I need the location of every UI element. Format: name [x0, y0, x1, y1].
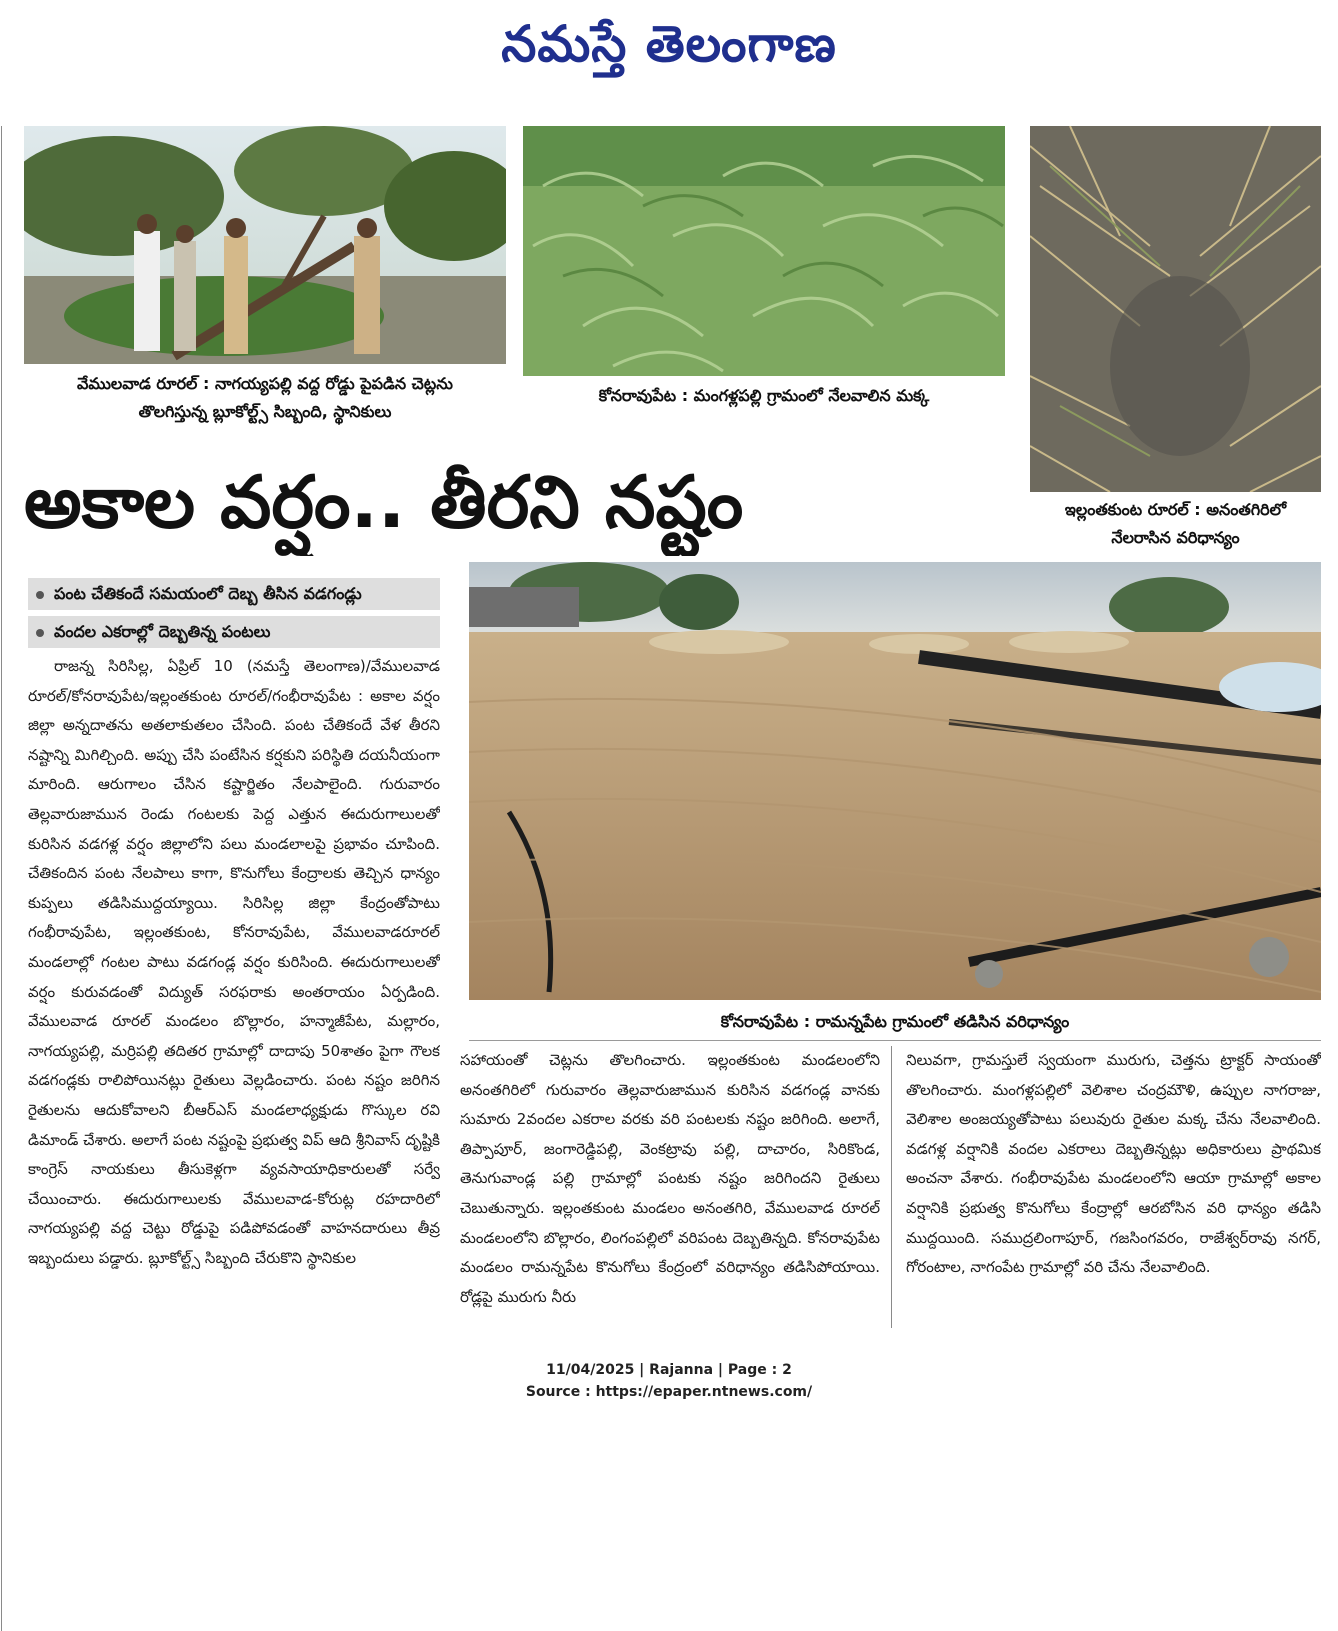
- caption-maize-field: కోనరావుపేట : మంగళ్లపల్లి గ్రామంలో నేలవాలిన మక్క: [598, 386, 930, 405]
- bullet-dot-icon: [36, 591, 44, 599]
- article-column-2-text: సహాయంతో చెట్లను తొలగించారు. ఇల్లంతకుంట మండలంలోని అనంతగిరిలో గురువారం తెల్లవారుజామున కురిసిన వడగండ్ల వానకు సుమారు 2వందల ఎకరాల వరకు వరి పంటలకు నష్టం జరిగింది. అలాగే, తిప్పాపూర్‌, జంగారెడ్డిపల్లి, వెంకట్రావు పల్లి, దాచారం, సిరికొండ, తెనుగువాండ్ల పల్లి గ్రామాల్లో పంటకు నష్టం జరిగిందని రైతులు చెబుతున్నారు. ఇల్లంతకుంట మండలం అనంతగిరి, వేములవాడ రూరల్‌ మండలంలోని బొల్లారం, లింగంపల్లిలో వరిపంట దెబ్బతిన్నది. కోనరావుపేట మండలం రామన్నపేట కొనుగోలు కేంద్రంలో వరిధాన్యం తడిసిపోయాయి. రోడ్లపై మురుగు నీరు: [460, 1051, 880, 1306]
- article-column-2: [460, 1046, 880, 1336]
- subheadline-bullet-1: [28, 578, 440, 610]
- photo-maize-field: [523, 126, 1005, 376]
- column-rule: [891, 1046, 892, 1328]
- article-column-3: [906, 1046, 1321, 1336]
- footer-date-line: 11/04/2025 | Rajanna | Page : 2: [546, 1362, 792, 1378]
- caption-fallen-tree-line2: తొలగిస్తున్న బ్లూకోల్ట్స్‌ సిబ్బంది, స్థానికులు: [138, 402, 392, 421]
- photo-paddy-crop: [1030, 126, 1321, 492]
- photo-wet-grain: [469, 562, 1321, 1000]
- subheadline-bullet-2: [28, 616, 440, 648]
- footer-source-link[interactable]: Source : https://epaper.ntnews.com/: [525, 1384, 813, 1400]
- caption-fallen-tree-line1: వేములవాడ రూరల్‌ : నాగయ్యపల్లి వద్ద రోడ్డు పైపడిన చెట్లను: [77, 374, 453, 393]
- headline: అకాల వర్షం.. తీరని నష్టం: [24, 460, 744, 544]
- fallen-tree-image: [24, 126, 506, 364]
- paddy-crop-image: [1030, 126, 1321, 492]
- caption-wet-grain: కోనరావుపేట : రామన్నపేట గ్రామంలో తడిసిన వరిధాన్యం: [720, 1012, 1070, 1031]
- photo-fallen-tree: [24, 126, 506, 364]
- article-column-3-text: నిలువగా, గ్రామస్తులే స్వయంగా మురుగు, చెత్తను ట్రాక్టర్‌ సాయంతో తొలగించారు. మంగళ్లపల్లిలో వెలిశాల చంద్రమౌళి, ఉప్పుల నాగరాజు, వెలిశాల అంజయ్యతోపాటు పలువురు రైతుల మక్క చేను నేలవాలింది. వడగళ్ల వర్షానికి వందల ఎకరాలు దెబ్బతిన్నట్లు అధికారులు ప్రాథమిక అంచనా వేశారు. గంభీరావుపేట మండలంలోని ఆయా గ్రామాల్లో అకాల వర్షానికి ప్రభుత్వ కొనుగోలు కేంద్రాల్లో ఆరబోసిన వరి ధాన్యం తడిసి ముద్దయింది. సముద్రలింగాపూర్‌, గజసింగవరం, రాజేశ్వర్‌రావు నగర్‌, గోరంటాల, నాగంపేట గ్రామాల్లో వరి చేను నేలవాలింది.: [906, 1051, 1321, 1277]
- subheadline-bullet-2-text: వందల ఎకరాల్లో దెబ్బతిన్న పంటలు: [54, 622, 271, 641]
- caption-paddy-crop: [1030, 496, 1321, 556]
- masthead-logo: నమస్తే తెలంగాణ: [501, 14, 837, 73]
- wet-grain-image: [469, 562, 1321, 1000]
- caption-paddy-crop-line2: నేలరాసిన వరిధాన్యం: [1111, 528, 1240, 547]
- article-column-1: [28, 652, 440, 1334]
- divider-rule: [469, 1040, 1321, 1041]
- left-border-rule-inner: [1, 126, 2, 1326]
- caption-fallen-tree: [24, 370, 506, 430]
- bullet-dot-icon: [36, 629, 44, 637]
- maize-field-image: [523, 126, 1005, 376]
- caption-paddy-crop-line1: ఇల్లంతకుంట రూరల్‌ : అనంతగిరిలో: [1064, 500, 1287, 519]
- subheadline-bullet-1-text: పంట చేతికందే సమయంలో దెబ్బ తీసిన వడగండ్లు: [54, 584, 362, 603]
- article-column-1-text: రాజన్న సిరిసిల్ల, ఏప్రిల్‌ 10 (నమస్తే తెలంగాణ)/వేములవాడ రూరల్‌/కోనరావుపేట/ఇల్లంతకుంట రూరల్‌/గంభీరావుపేట : అకాల వర్షం జిల్లా అన్నదాతను అతలాకుతలం చేసింది. పంట చేతికందే వేళ తీరని నష్టాన్ని మిగిల్చింది. అప్పు చేసి పంటేసిన కర్షకుని పరిస్థితి దయనీయంగా మారింది. ఆరుగాలం చేసిన కష్టార్జితం నేలపాలైంది. గురువారం తెల్లవారుజామున రెండు గంటలకు పెద్ద ఎత్తున ఈదురుగాలులతో కురిసిన వడగళ్ల వర్షం జిల్లాలోని పలు మండలాలపై ప్రభావం చూపింది. చేతికందిన పంట నేలపాలు కాగా, కొనుగోలు కేంద్రాలకు తెచ్చిన ధాన్యం కుప్పలు తడిసిముద్దయ్యాయి. సిరిసిల్ల జిల్లా కేంద్రంతోపాటు గంభీరావుపేట, ఇల్లంతకుంట, కోనరావుపేట, వేములవాడరూరల్‌ మండలాల్లో గంటల పాటు వడగండ్ల వర్షం కురిసింది. ఈదురుగాలులతో వర్షం కురువడంతో విద్యుత్‌ సరఫరాకు అంతరాయం ఏర్పడింది. వేములవాడ రూరల్‌ మండలం బొల్లారం, హన్మాజీపేట, మల్లారం, నాగయ్యపల్లి, మర్రిపల్లి తదితర గ్రామాల్లో దాదాపు 50శాతం పైగా గౌలక వడగండ్లకు రాలిపోయినట్లు రైతులు వెల్లడించారు. పంట నష్టం జరిగిన రైతులను ఆదుకోవాలని బీఆర్‌ఎస్‌ మండలాధ్యక్షుడు గొస్కుల రవి డిమాండ్‌ చేశారు. అలాగే పంట నష్టంపై ప్రభుత్వ విప్‌ ఆది శ్రీనివాస్‌ దృష్టికి కాంగ్రెస్‌ నాయకులు తీసుకెళ్లగా వ్యవసాయాధికారులతో సర్వే చేయించారు. ఈదురుగాలులకు వేములవాడ-కోరుట్ల రహదారిలో నాగయ్యపల్లి వద్ద చెట్టు రోడ్డుపై పడిపోవడంతో వాహనదారులు తీవ్ర ఇబ్బందులు పడ్డారు. బ్లూకోల్ట్స్‌ సిబ్బంది చేరుకొని స్థానికుల: [28, 657, 440, 1267]
